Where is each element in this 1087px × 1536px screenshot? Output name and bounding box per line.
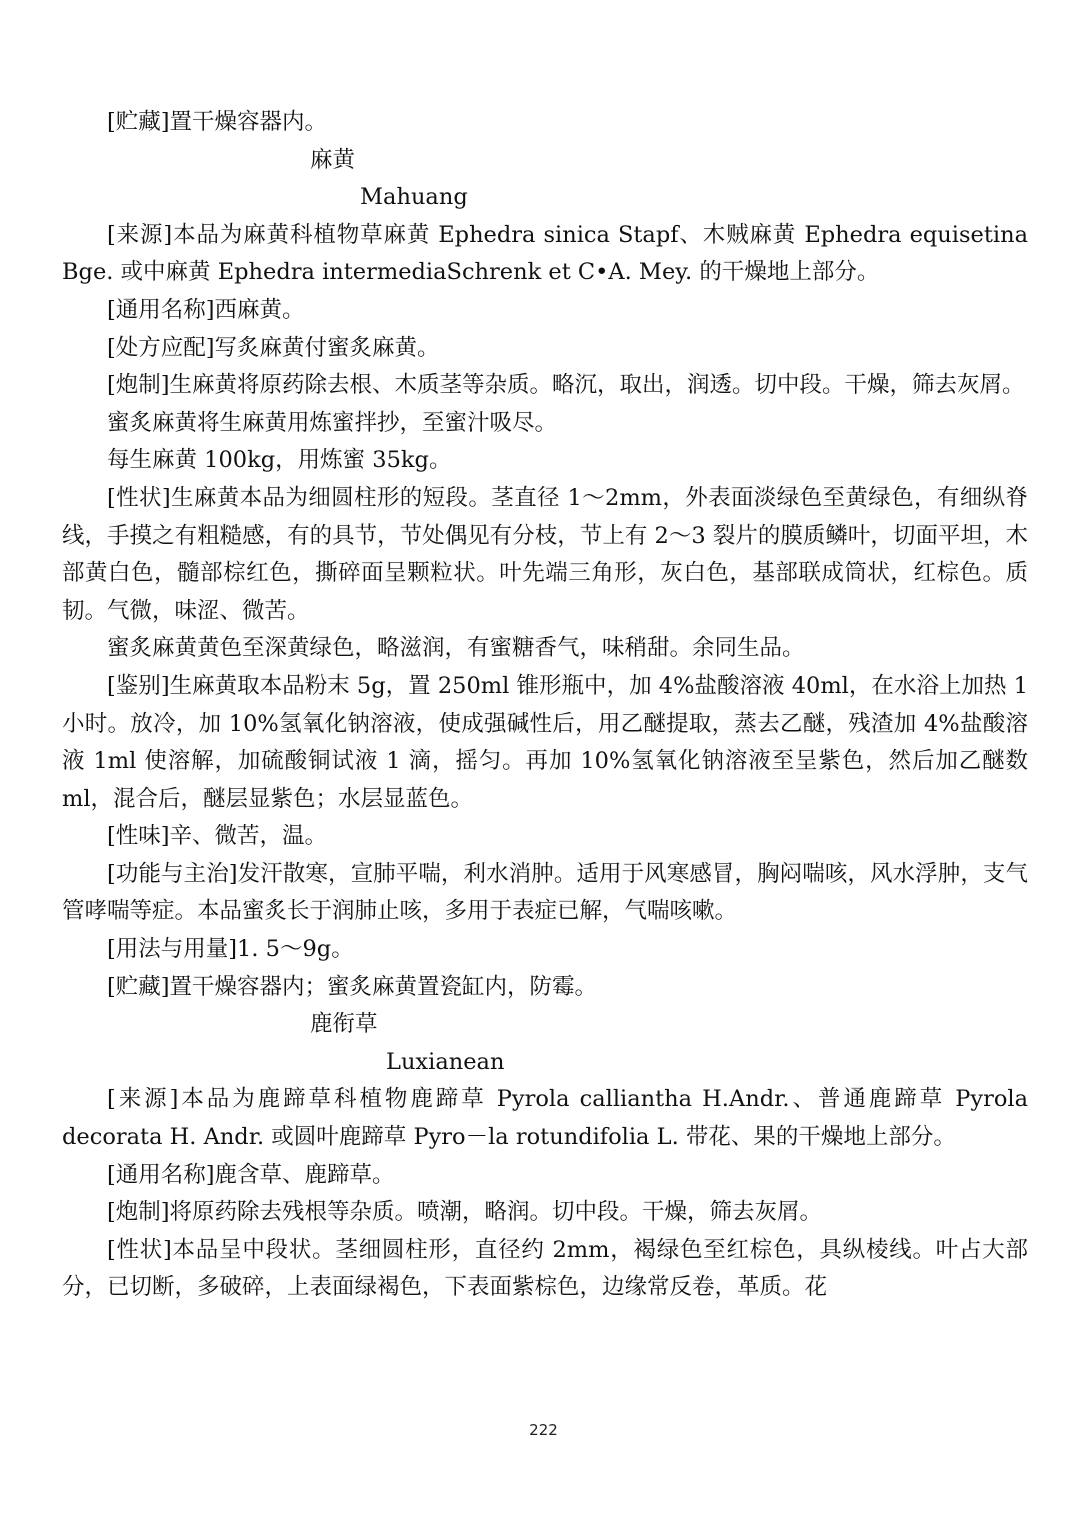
paragraph-nature-taste: [性味]辛、微苦，温。 xyxy=(107,823,328,850)
paragraph-prescription: [处方应配]写炙麻黄付蜜炙麻黄。 xyxy=(107,334,440,361)
paragraph-processing-2: [炮制]将原药除去残根等杂质。喷潮，略润。切中段。干燥，筛去灰屑。 xyxy=(107,1199,823,1226)
paragraph-source: [来源]本品为麻黄科植物草麻黄 Ephedra sinica Stapf、木贼麻黄 Ephedra equisetina Bge. 或中麻黄 Ephedra intermediaSchrenk et C•A. Mey. 的干燥地上部分。 xyxy=(62,221,1028,286)
paragraph-storage-2: [贮藏]置干燥容器内；蜜炙麻黄置瓷缸内，防霉。 xyxy=(107,973,598,1000)
body-text xyxy=(62,104,1028,1307)
paragraph-storage: [贮藏]置干燥容器内。 xyxy=(107,109,328,135)
entry-title-mahuang: 麻黄 xyxy=(310,146,356,173)
paragraph-function: [功能与主治]发汗散寒，宣肺平喘，利水消肿。适用于风寒感冒，胸闷喘咳，风水浮肿，支气管哮喘等症。本品蜜炙长于润肺止咳，多用于表症已解，气喘咳嗽。 xyxy=(62,860,1028,925)
page-number: 222 xyxy=(529,1421,558,1439)
entry-title-luxiancao: 鹿衔草 xyxy=(310,1011,378,1038)
paragraph-processing: [炮制]生麻黄将原药除去根、木质茎等杂质。略沉，取出，润透。切中段。干燥，筛去灰屑。 xyxy=(107,372,1025,399)
paragraph-honey-processing: 蜜炙麻黄将生麻黄用炼蜜拌抄，至蜜汁吸尽。 xyxy=(107,409,558,436)
paragraph-identification: [鉴别]生麻黄取本品粉末 5g，置 250ml 锥形瓶中，加 4%盐酸溶液 40ml，在水浴上加热 1 小时。放冷，加 10%氢氧化钠溶液，使成强碱性后，用乙醚提取，蒸去乙醚，残渣加 4%盐酸溶液 1ml 使溶解，加硫酸铜试液 1 滴，摇匀。再加 10%氢氧化钠溶液至呈紫色，然后加乙醚数 ml，混合后，醚层显紫色；水层显蓝色。 xyxy=(62,672,1028,812)
entry-pinyin-luxiancao: Luxianean xyxy=(386,1048,505,1075)
paragraph-ratio: 每生麻黄 100kg，用炼蜜 35kg。 xyxy=(107,447,452,474)
paragraph-source-2: [来源]本品为鹿蹄草科植物鹿蹄草 Pyrola calliantha H.Andr.、普通鹿蹄草 Pyrola decorata H. Andr. 或圆叶鹿蹄草 Pyro－la rotundifolia L. 带花、果的干燥地上部分。 xyxy=(62,1086,1028,1151)
paragraph-common-name-2: [通用名称]鹿含草、鹿蹄草。 xyxy=(107,1161,395,1188)
paragraph-common-name: [通用名称]西麻黄。 xyxy=(107,296,305,323)
paragraph-dosage: [用法与用量]1. 5～9g。 xyxy=(107,936,354,963)
entry-pinyin-mahuang: Mahuang xyxy=(360,184,468,211)
paragraph-characteristics: [性状]生麻黄本品为细圆柱形的短段。茎直径 1～2mm，外表面淡绿色至黄绿色，有细纵脊线，手摸之有粗糙感，有的具节，节处偶见有分枝，节上有 2～3 裂片的膜质鳞叶，切面平坦，木部黄白色，髓部棕红色，撕碎面呈颗粒状。叶先端三角形，灰白色，基部联成筒状，红棕色。质韧。气微，味涩、微苦。 xyxy=(62,484,1028,624)
paragraph-characteristics-2: [性状]本品呈中段状。茎细圆柱形，直径约 2mm，褐绿色至红棕色，具纵棱线。叶占大部分，已切断，多破碎，上表面绿褐色，下表面紫棕色，边缘常反卷，革质。花 xyxy=(62,1236,1028,1301)
paragraph-honey-characteristics: 蜜炙麻黄黄色至深黄绿色，略滋润，有蜜糖香气，味稍甜。余同生品。 xyxy=(107,635,805,662)
